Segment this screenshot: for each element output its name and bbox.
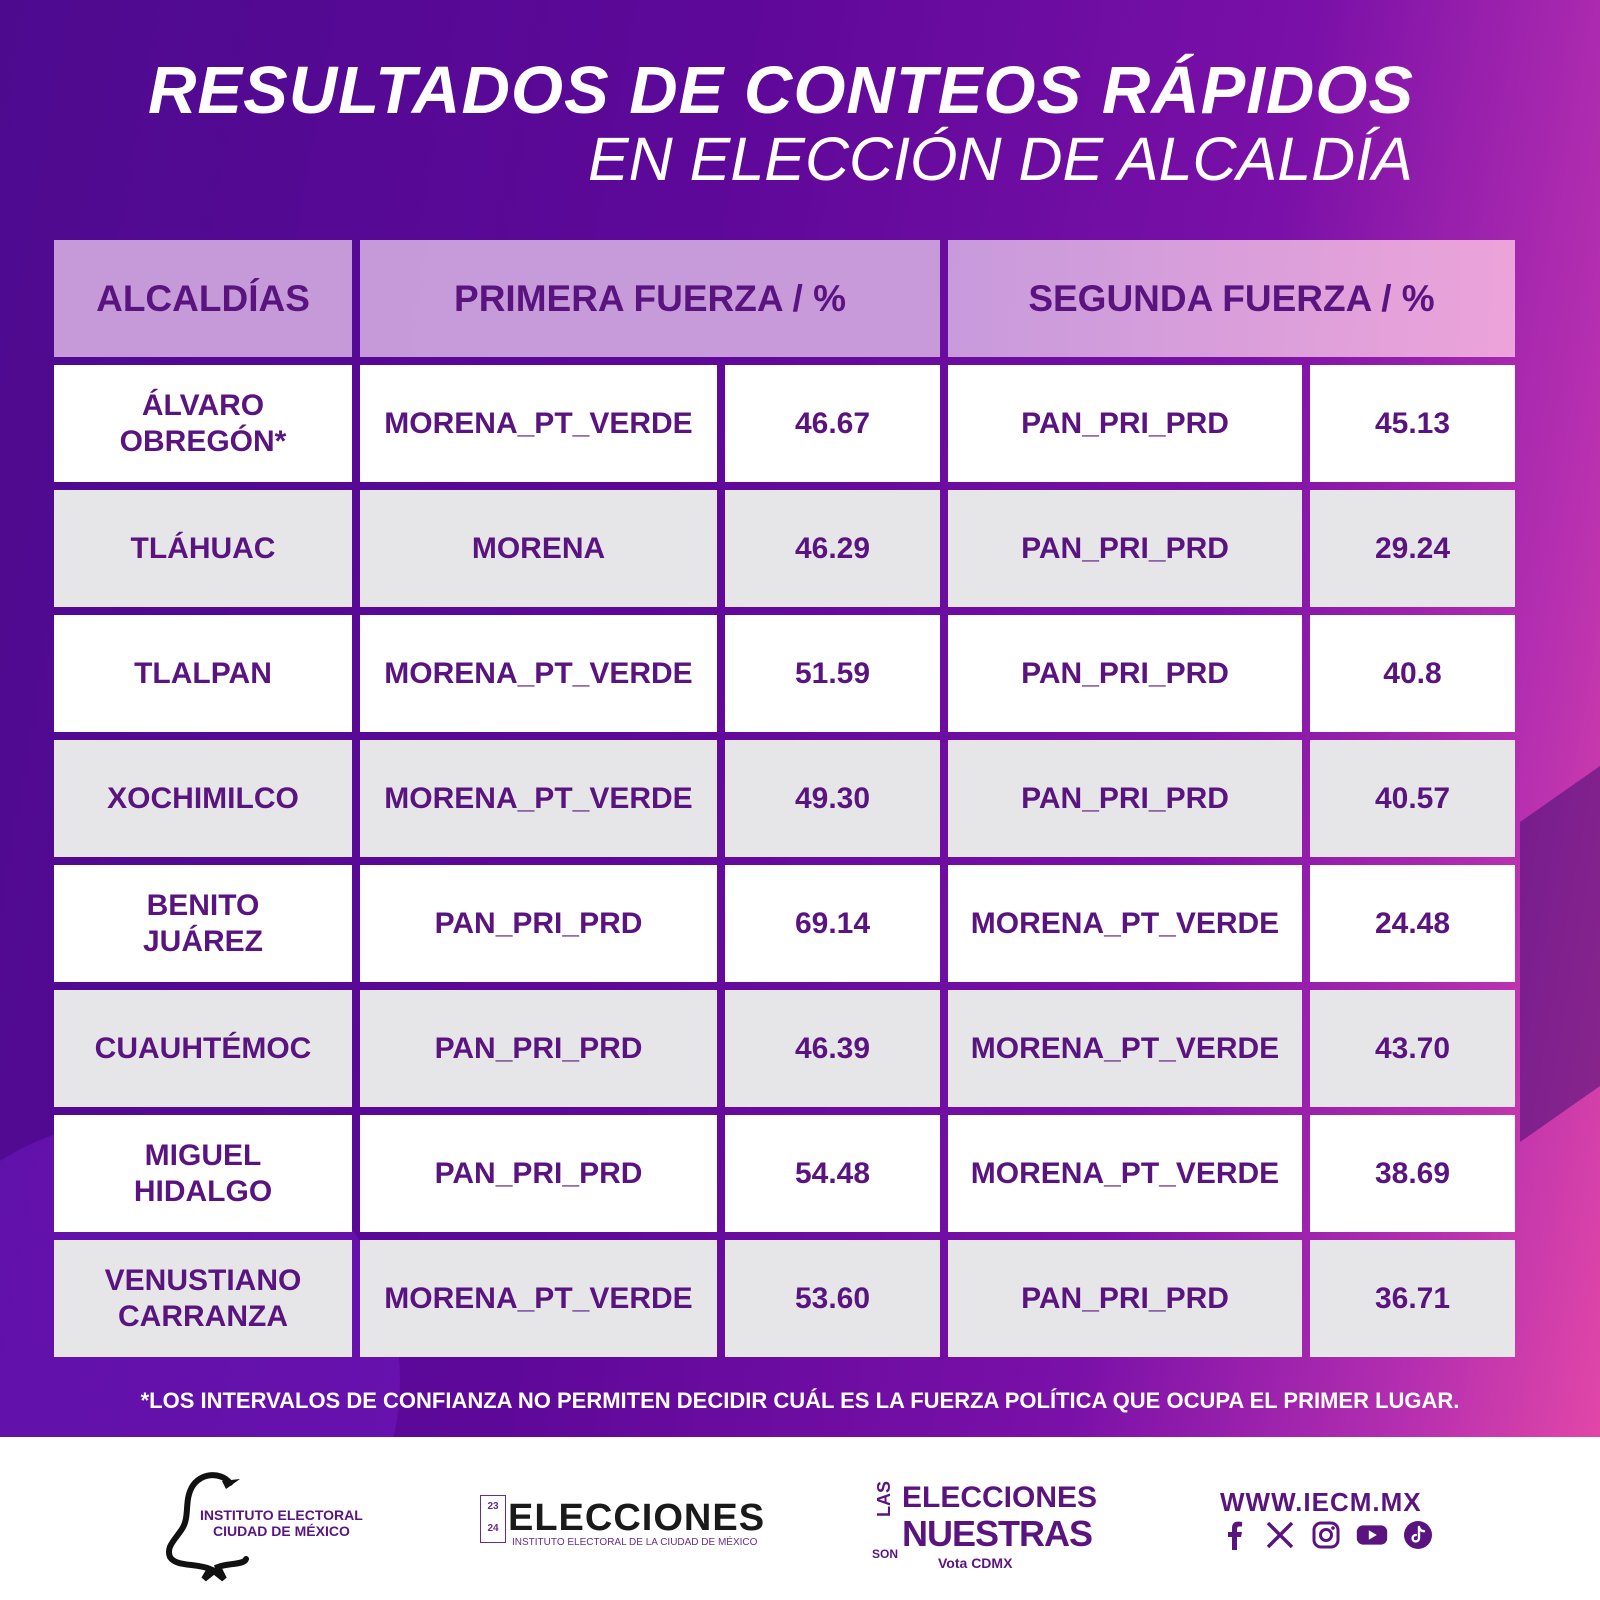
cell-alcaldia: VENUSTIANO CARRANZA bbox=[54, 1240, 352, 1357]
cell-primera-pct: 54.48 bbox=[725, 1115, 940, 1232]
cell-segunda-fuerza: MORENA_PT_VERDE bbox=[948, 1115, 1302, 1232]
tiktok-icon[interactable] bbox=[1402, 1519, 1434, 1551]
cell-primera-fuerza: PAN_PRI_PRD bbox=[360, 1115, 717, 1232]
cell-alcaldia: CUAUHTÉMOC bbox=[54, 990, 352, 1107]
cell-alcaldia: TLÁHUAC bbox=[54, 490, 352, 607]
elecciones-logo: ELECCIONES bbox=[508, 1497, 766, 1539]
cell-alcaldia: ÁLVARO OBREGÓN* bbox=[54, 365, 352, 482]
cell-primera-pct: 51.59 bbox=[725, 615, 940, 732]
cell-primera-fuerza: PAN_PRI_PRD bbox=[360, 865, 717, 982]
cell-primera-fuerza: MORENA_PT_VERDE bbox=[360, 740, 717, 857]
header-alcaldias: ALCALDÍAS bbox=[54, 240, 352, 357]
website-link[interactable]: WWW.IECM.MX bbox=[1220, 1487, 1422, 1517]
cell-segunda-pct: 40.57 bbox=[1310, 740, 1515, 857]
cell-segunda-pct: 45.13 bbox=[1310, 365, 1515, 482]
cell-alcaldia: XOCHIMILCO bbox=[54, 740, 352, 857]
page-title: RESULTADOS DE CONTEOS RÁPIDOS bbox=[148, 53, 1415, 128]
cell-alcaldia: MIGUEL HIDALGO bbox=[54, 1115, 352, 1232]
cell-primera-pct: 69.14 bbox=[725, 865, 940, 982]
header-segunda-fuerza: SEGUNDA FUERZA / % bbox=[948, 240, 1515, 357]
cell-segunda-fuerza: PAN_PRI_PRD bbox=[948, 1240, 1302, 1357]
cell-segunda-fuerza: PAN_PRI_PRD bbox=[948, 365, 1302, 482]
cell-segunda-pct: 40.8 bbox=[1310, 615, 1515, 732]
elecciones-nuestras-top: ELECCIONES bbox=[902, 1481, 1098, 1514]
header-primera-fuerza: PRIMERA FUERZA / % bbox=[360, 240, 940, 357]
cell-segunda-pct: 36.71 bbox=[1310, 1240, 1515, 1357]
youtube-icon[interactable] bbox=[1356, 1519, 1388, 1551]
instagram-icon[interactable] bbox=[1310, 1519, 1342, 1551]
footnote: *LOS INTERVALOS DE CONFIANZA NO PERMITEN DECIDIR CUÁL ES LA FUERZA POLÍTICA QUE OCUPA EL PRIMER LUGAR. bbox=[140, 1388, 1460, 1413]
cell-primera-fuerza: PAN_PRI_PRD bbox=[360, 990, 717, 1107]
cell-alcaldia: TLALPAN bbox=[54, 615, 352, 732]
vota-cdmx: Vota CDMX bbox=[938, 1555, 1013, 1571]
cell-segunda-fuerza: MORENA_PT_VERDE bbox=[948, 990, 1302, 1107]
cell-segunda-pct: 43.70 bbox=[1310, 990, 1515, 1107]
social-icons bbox=[1218, 1519, 1434, 1551]
cell-primera-pct: 46.67 bbox=[725, 365, 940, 482]
cell-primera-fuerza: MORENA_PT_VERDE bbox=[360, 615, 717, 732]
elecciones-subtitle: INSTITUTO ELECTORAL DE LA CIUDAD DE MÉXICO bbox=[512, 1537, 758, 1548]
cell-alcaldia: BENITO JUÁREZ bbox=[54, 865, 352, 982]
cell-segunda-fuerza: MORENA_PT_VERDE bbox=[948, 865, 1302, 982]
cell-segunda-pct: 24.48 bbox=[1310, 865, 1515, 982]
decorative-stripe bbox=[1520, 738, 1600, 1142]
footer bbox=[0, 1437, 1600, 1600]
cell-segunda-fuerza: PAN_PRI_PRD bbox=[948, 740, 1302, 857]
iecm-logo-text: INSTITUTO ELECTORAL CIUDAD DE MÉXICO bbox=[200, 1507, 363, 1539]
x-icon[interactable] bbox=[1264, 1519, 1296, 1551]
cell-segunda-pct: 29.24 bbox=[1310, 490, 1515, 607]
cell-primera-pct: 49.30 bbox=[725, 740, 940, 857]
facebook-icon[interactable] bbox=[1218, 1519, 1250, 1551]
cell-primera-pct: 46.39 bbox=[725, 990, 940, 1107]
cell-primera-pct: 53.60 bbox=[725, 1240, 940, 1357]
cell-primera-fuerza: MORENA bbox=[360, 490, 717, 607]
cell-segunda-fuerza: PAN_PRI_PRD bbox=[948, 490, 1302, 607]
cell-primera-fuerza: MORENA_PT_VERDE bbox=[360, 365, 717, 482]
son-text: SON bbox=[872, 1547, 899, 1561]
cell-segunda-pct: 38.69 bbox=[1310, 1115, 1515, 1232]
cell-segunda-fuerza: PAN_PRI_PRD bbox=[948, 615, 1302, 732]
las-text: LAS bbox=[874, 1481, 894, 1517]
elecciones-nuestras-bottom: NUESTRAS bbox=[902, 1513, 1093, 1554]
page-subtitle: EN ELECCIÓN DE ALCALDÍA bbox=[588, 125, 1413, 193]
elecciones-years: 23 24 bbox=[480, 1495, 506, 1543]
cell-primera-pct: 46.29 bbox=[725, 490, 940, 607]
cell-primera-fuerza: MORENA_PT_VERDE bbox=[360, 1240, 717, 1357]
